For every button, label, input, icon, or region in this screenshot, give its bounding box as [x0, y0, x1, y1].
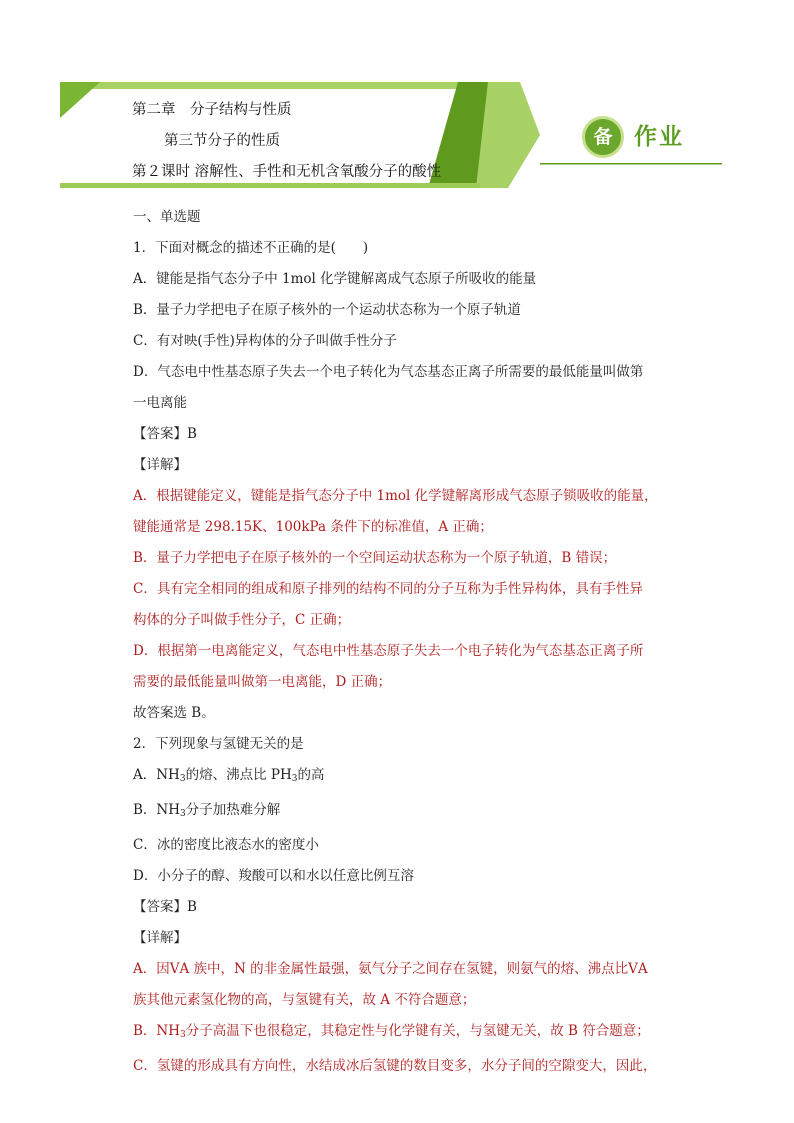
- q1-explanation-c: C．具有完全相同的组成和原子排列的结构不同的分子互称为手性异构体，具有手性异: [133, 581, 643, 597]
- q2-explanation-a-cont: 族其他元素氢化物的高，与氢键有关，故 A 不符合题意；: [133, 992, 476, 1008]
- q2-answer: 【答案】B: [133, 899, 197, 915]
- page-header: [0, 0, 794, 200]
- q2-detail-label: 【详解】: [133, 930, 187, 946]
- chapter-title: 第二章 分子结构与性质: [132, 102, 292, 118]
- section-heading: 一、单选题: [133, 209, 201, 225]
- q2-explanation-c: C．氢键的形成具有方向性，水结成冰后氢键的数目变多，水分子间的空隙变大，因此，: [133, 1058, 657, 1074]
- section-title: 第三节分子的性质: [164, 133, 280, 149]
- q1-explanation-b: B．量子力学把电子在原子核外的一个空间运动状态称为一个原子轨道，B 错误；: [133, 550, 617, 566]
- q1-option-d: D．气态电中性基态原子失去一个电子转化为气态基态正离子所需要的最低能量叫做第: [133, 364, 644, 380]
- q2-explanation-a: A．因ⅤA 族中，N 的非金属性最强，氨气分子之间存在氢键，则氨气的熔、沸点比ⅤA: [133, 961, 648, 977]
- question-1: [133, 233, 663, 729]
- q1-option-b: B．量子力学把电子在原子核外的一个运动状态称为一个原子轨道: [133, 302, 521, 318]
- q2-stem: 2．下列现象与氢键无关的是: [133, 736, 304, 752]
- q2-option-a: A．$NH_3$的熔、沸点比 $PH_3$的高: [133, 767, 325, 784]
- q1-explanation-c-cont: 构体的分子叫做手性分子，C 正确；: [133, 612, 351, 628]
- q1-answer: 【答案】B: [133, 426, 197, 442]
- question-2: [133, 729, 663, 1082]
- q2-explanation-b: B．$NH_3$分子高温下也很稳定，其稳定性与化学键有关，与氢键无关，故 B 符合题意；: [133, 1023, 650, 1040]
- q1-explanation-d: D．根据第一电离能定义，气态电中性基态原子失去一个电子转化为气态基态正离子所: [133, 643, 644, 659]
- q1-conclusion: 故答案选 B。: [133, 705, 215, 721]
- document-body: [133, 202, 663, 1082]
- q1-detail-label: 【详解】: [133, 457, 187, 473]
- q1-option-c: C．有对映(手性)异构体的分子叫做手性分子: [133, 333, 397, 349]
- q1-stem: 1．下面对概念的描述不正确的是( ): [133, 240, 369, 256]
- q1-option-d-cont: 一电离能: [133, 395, 187, 411]
- homework-badge-icon: 备: [582, 116, 624, 158]
- homework-label: 作业: [634, 124, 684, 150]
- q1-explanation-d-cont: 需要的最低能量叫做第一电离能，D 正确；: [133, 674, 392, 690]
- q2-option-c: C．冰的密度比液态水的密度小: [133, 837, 319, 853]
- q1-explanation-a: A．根据键能定义，键能是指气态分子中 1mol 化学键解离形成气态原子锁吸收的能量，: [133, 488, 658, 504]
- q1-option-a: A．键能是指气态分子中 1mol 化学键解离成气态原子所吸收的能量: [133, 271, 537, 287]
- q2-option-b: B．$NH_3$分子加热难分解: [133, 802, 281, 819]
- lesson-title: 第２课时 溶解性、手性和无机含氧酸分子的酸性: [132, 164, 442, 180]
- q2-option-d: D．小分子的醇、羧酸可以和水以任意比例互溶: [133, 868, 414, 884]
- q1-explanation-a-cont: 键能通常是 298.15K、100kPa 条件下的标准值，A 正确；: [133, 519, 493, 535]
